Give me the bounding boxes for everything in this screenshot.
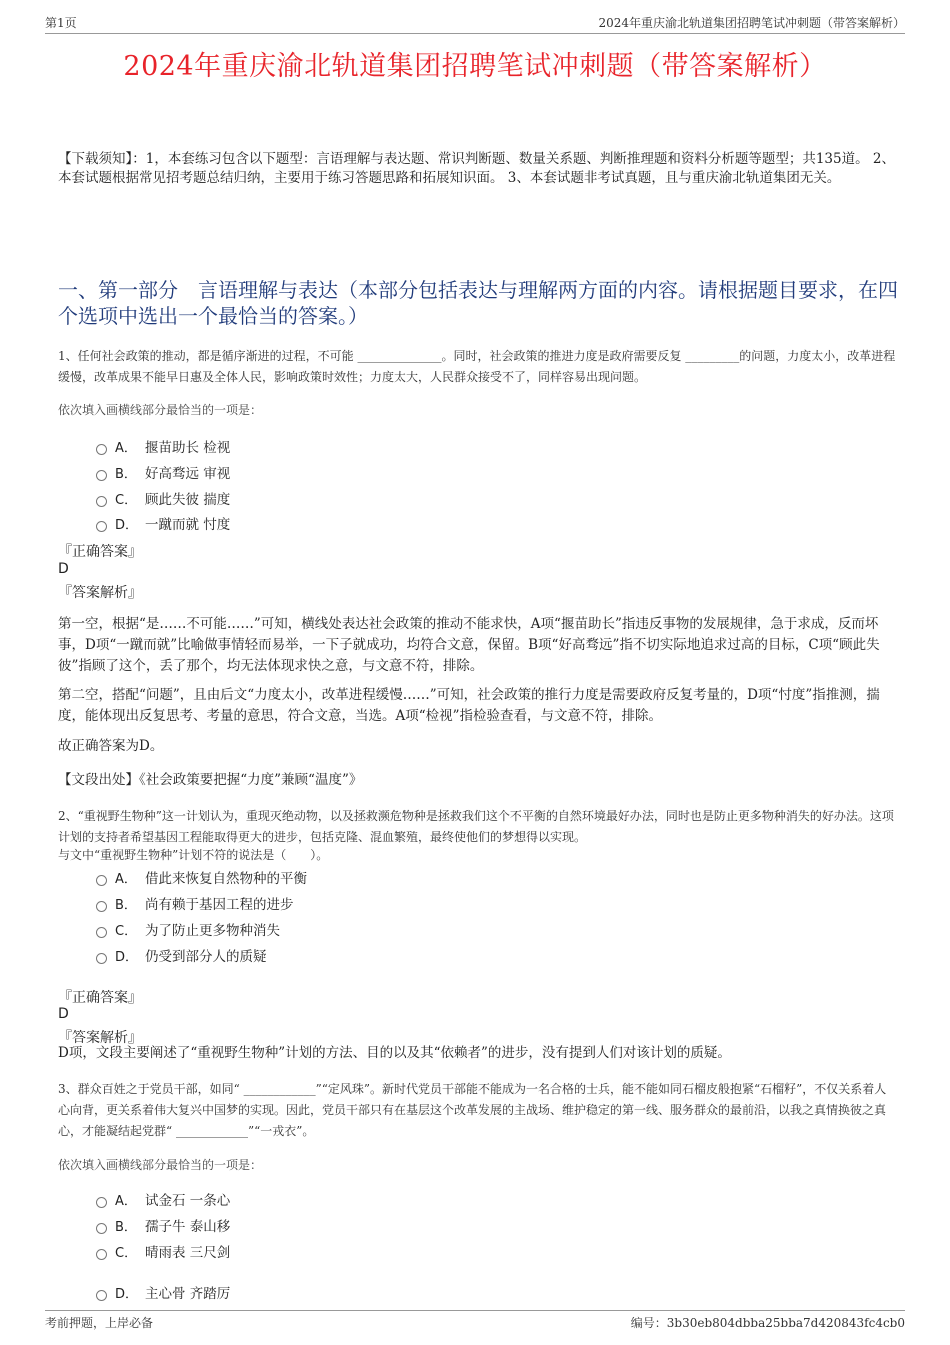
header-divider (45, 33, 905, 34)
running-title: 2024年重庆渝北轨道集团招聘笔试冲刺题（带答案解析） (598, 16, 905, 30)
analysis-label: 『答案解析』 (58, 1030, 142, 1046)
question-1-source: 【文段出处】《社会政策要把握“力度”兼顾“温度”》 (58, 772, 363, 788)
question-2-option-a[interactable]: A． 借此来恢复自然物种的平衡 (96, 867, 307, 887)
question-1-analysis-1: 第一空，根据“是……不可能……”可知，横线处表达社会政策的推动不能求快，A项“揠苗助长”指违反事物的发展规律，急于求成，反而坏事，D项“一蹴而就”比喻做事情轻而易举，一下子就成功，均符合文意，保留。B项“好高骛远”指不切实际地追求过高的目标，C项“顾此失彼”指顾了这个，丢了那个，均无法体现求快之意，与文意不符，排除。 (58, 616, 880, 674)
question-3-option-c[interactable]: C． 晴雨表 三尺剑 (96, 1241, 230, 1261)
radio-icon[interactable] (96, 875, 107, 886)
page-title: 2024年重庆渝北轨道集团招聘笔试冲刺题（带答案解析） (123, 51, 827, 82)
radio-icon[interactable] (96, 1249, 107, 1260)
question-2-option-c[interactable]: C． 为了防止更多物种消失 (96, 919, 280, 939)
radio-icon[interactable] (96, 444, 107, 455)
question-2-text: 2、“重视野生物种”这一计划认为，重现灭绝动物，以及拯救濒危物种是拯救我们这个不平衡的自然环境最好办法，同时也是防止更多物种消失的好办法。这项计划的支持者希望基因工程能取得更大的进步，包括克隆、混血繁殖，最终使他们的梦想得以实现。 (58, 809, 894, 844)
question-1-text: 1、任何社会政策的推动，都是循序渐进的过程，不可能 ______________。同时，社会政策的推进力度是政府需要反复 _________的问题，力度太小，改革进程缓慢，改革成果不能早日惠及全体人民，影响政策时效性；力度太大，人民群众接受不了，同样容易出现问题。 (58, 349, 896, 384)
question-1-option-a[interactable]: A． 揠苗助长 检视 (96, 436, 230, 456)
radio-icon[interactable] (96, 1197, 107, 1208)
question-2-option-b[interactable]: B． 尚有赖于基因工程的进步 (96, 893, 294, 913)
correct-answer-label: 『正确答案』 (58, 990, 142, 1006)
question-3-text: 3、群众百姓之于党员干部，如同“ ____________”“定风珠”。新时代党员干部能不能成为一名合格的士兵，能不能如同石榴皮般抱紧“石榴籽”，不仅关系着人心向背，更关系着伟大复兴中国梦的实现。因此，党员干部只有在基层这个改革发展的主战场、维护稳定的第一线、服务群众的最前沿，以我之真情换彼之真心，才能凝结起党群“ ____________”“一戎衣”。 (58, 1082, 887, 1138)
question-2-option-d[interactable]: D． 仍受到部分人的质疑 (96, 945, 267, 965)
footer-divider (45, 1310, 905, 1311)
radio-icon[interactable] (96, 496, 107, 507)
analysis-label: 『答案解析』 (58, 585, 142, 601)
question-1-option-c[interactable]: C． 顾此失彼 揣度 (96, 488, 230, 508)
question-2-question: 与文中“重视野生物种”计划不符的说法是（ ）。 (58, 848, 329, 862)
footer-slogan: 考前押题，上岸必备 (45, 1316, 154, 1330)
radio-icon[interactable] (96, 953, 107, 964)
correct-answer-value: D (58, 561, 69, 577)
radio-icon[interactable] (96, 470, 107, 481)
question-2-analysis: D项，文段主要阐述了“重视野生物种”计划的方法、目的以及其“依赖者”的进步，没有提到人们对该计划的质疑。 (58, 1045, 731, 1061)
question-1-prompt: 依次填入画横线部分最恰当的一项是： (58, 403, 263, 417)
question-1-conclusion: 故正确答案为D。 (58, 738, 164, 754)
radio-icon[interactable] (96, 521, 107, 532)
question-3-prompt: 依次填入画横线部分最恰当的一项是： (58, 1158, 263, 1172)
question-3-option-d[interactable]: D． 主心骨 齐踏厉 (96, 1282, 230, 1302)
section-heading: 一、第一部分 言语理解与表达（本部分包括表达与理解两方面的内容。请根据题目要求，在四个选项中选出一个最恰当的答案。） (58, 278, 898, 328)
page-number: 第1页 (45, 16, 77, 30)
footer-serial: 编号：3b30eb804dbba25bba7d420843fc4cb0 (630, 1316, 905, 1330)
radio-icon[interactable] (96, 1290, 107, 1301)
question-1-analysis-2: 第二空，搭配“问题”，且由后文“力度太小，改革进程缓慢……”可知，社会政策的推行力度是需要政府反复考量的，D项“忖度”指推测，揣度，能体现出反复思考、考量的意思，符合文意，当选。A项“检视”指检验查看，与文意不符，排除。 (58, 687, 880, 724)
radio-icon[interactable] (96, 927, 107, 938)
question-1-option-d[interactable]: D． 一蹴而就 忖度 (96, 513, 230, 533)
download-notice: 【下载须知】：1，本套练习包含以下题型：言语理解与表达题、常识判断题、数量关系题、判断推理题和资料分析题等题型；共135道。 2、本套试题根据常见招考题总结归纳，主要用于练习答题思路和拓展知识面。 3、本套试题非考试真题，且与重庆渝北轨道集团无关。 (58, 151, 895, 186)
radio-icon[interactable] (96, 901, 107, 912)
question-3-option-b[interactable]: B． 孺子牛 泰山移 (96, 1215, 230, 1235)
correct-answer-label: 『正确答案』 (58, 544, 142, 560)
correct-answer-value: D (58, 1006, 69, 1022)
radio-icon[interactable] (96, 1223, 107, 1234)
question-3-option-a[interactable]: A． 试金石 一条心 (96, 1189, 230, 1209)
question-1-option-b[interactable]: B． 好高骛远 审视 (96, 462, 230, 482)
